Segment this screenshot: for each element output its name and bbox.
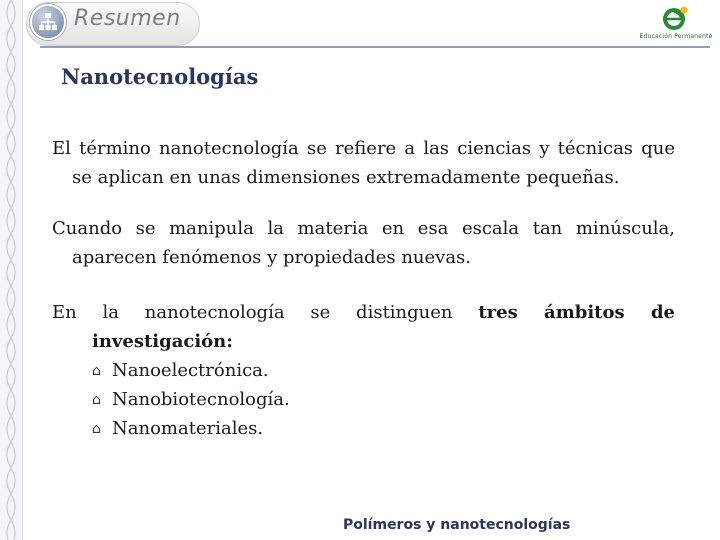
header-divider: [40, 46, 710, 48]
list-item: [92, 414, 675, 443]
paragraph-definition: El término nanotecnología se refiere a las ciencias y técnicas que se aplican en unas dimensiones extremadamente pequeñas.: [52, 138, 675, 188]
list-item: [92, 385, 675, 414]
decorative-side-border: [0, 0, 23, 540]
bullet-icon: ⌂: [92, 392, 101, 408]
logo-caption: Educación Permanente: [639, 33, 713, 40]
research-areas-list: [52, 356, 675, 443]
list-item-label: Nanomateriales.: [112, 418, 264, 439]
bullet-icon: ⌂: [92, 421, 101, 437]
paragraph-research-bold: tres ámbitos de investigación:: [92, 302, 676, 352]
slide-title: Nanotecnologías: [61, 64, 259, 89]
header-title: Resumen: [74, 6, 181, 31]
bullet-icon: ⌂: [92, 363, 101, 379]
list-item-label: Nanoelectrónica.: [112, 360, 269, 381]
list-item-label: Nanobiotecnología.: [112, 389, 290, 410]
slide-content: [52, 134, 675, 443]
paragraph-phenomena: Cuando se manipula la materia en esa escala tan minúscula, aparecen fenómenos y propiedades nuevas.: [52, 218, 675, 268]
list-item: [92, 356, 675, 385]
paragraph-research-areas: [52, 298, 675, 356]
hierarchy-icon: [30, 4, 66, 40]
footer-caption: Polímeros y nanotecnologías: [343, 517, 571, 533]
paragraph-research-lead: En la nanotecnología se distinguen: [52, 302, 479, 323]
